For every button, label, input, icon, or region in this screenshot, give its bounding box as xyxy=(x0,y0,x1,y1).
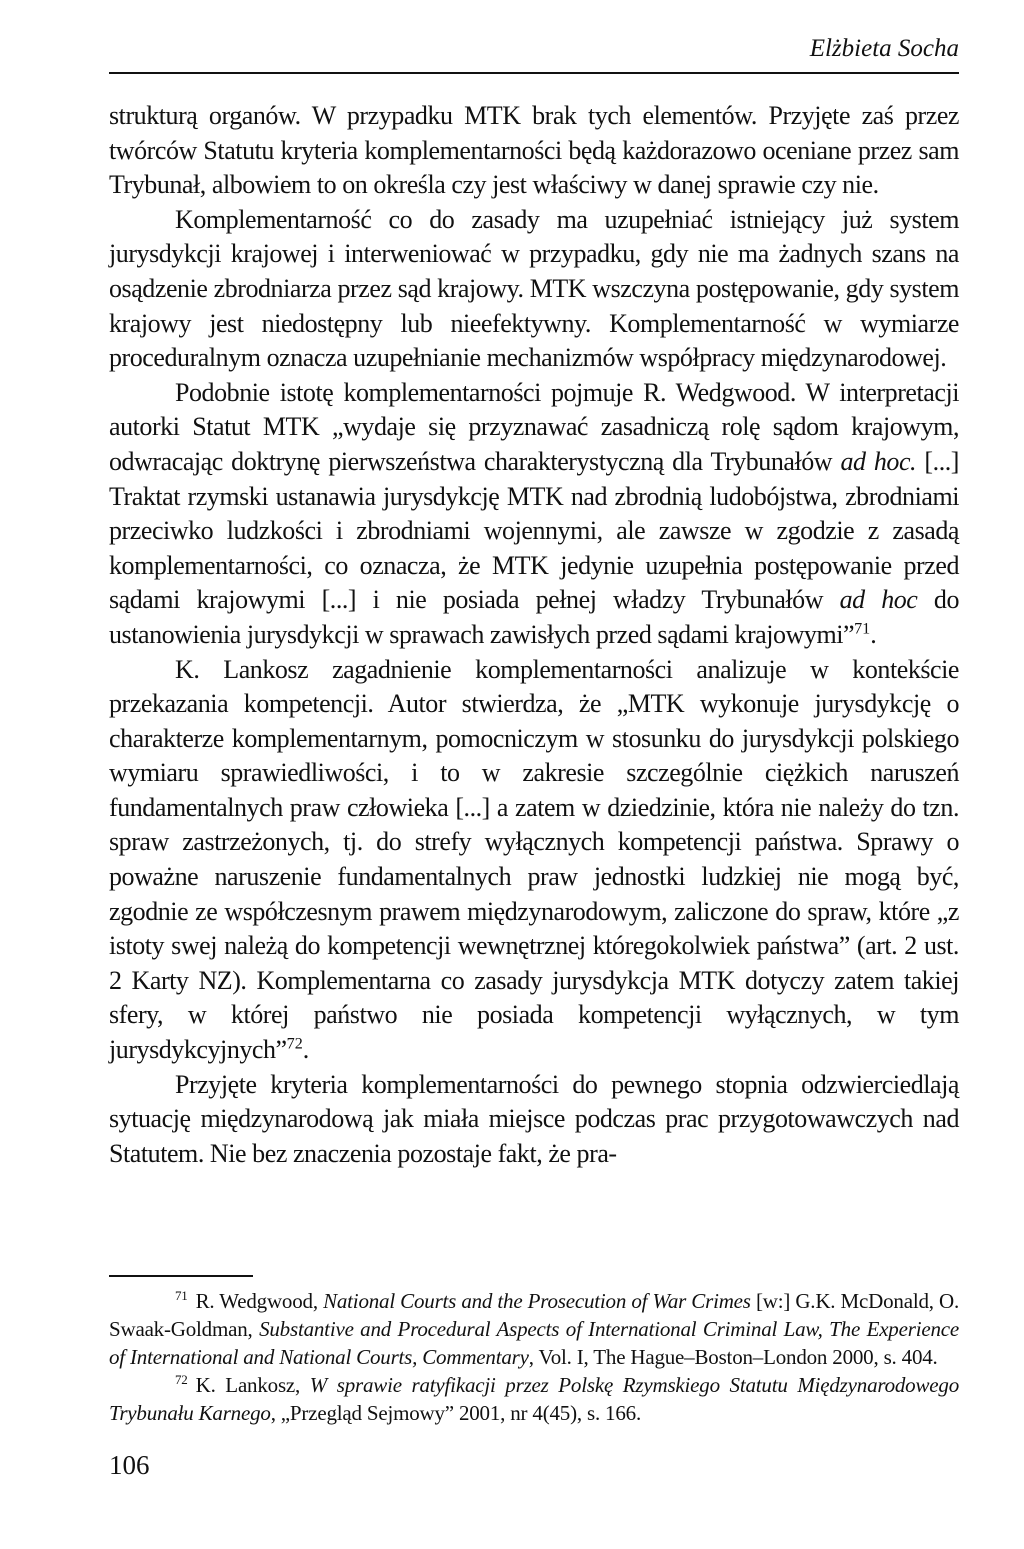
footnote-72 xyxy=(109,1371,959,1427)
paragraph-3-text-a: Podobnie istotę komplementarności pojmuje R. Wedgwood. W interpretacji autorki Statut MTK „wydaje się przyznawać zasadniczą rolę sądom krajowym, odwracając doktrynę pierwszeństwa charakterystyczną dla Trybunałów xyxy=(109,377,959,476)
footnote-number-72: 72 xyxy=(175,1372,188,1387)
paragraph-3-text-c: do ustanowienia jurysdykcji w sprawach zawisłych przed sądami krajowymi” xyxy=(109,585,960,649)
paragraph-4-end: . xyxy=(302,1035,309,1065)
footnote-71 xyxy=(109,1287,959,1371)
footnote-ref-71[interactable]: 71 xyxy=(854,620,871,638)
paragraph-4 xyxy=(109,653,959,1068)
paragraph-3-italic-b: ad hoc xyxy=(839,585,918,615)
running-head: Elżbieta Socha xyxy=(809,35,959,62)
paragraph-3 xyxy=(109,376,959,653)
page-number: 106 xyxy=(109,1450,150,1480)
footnote-71-text-b: [w:] G.K. McDonald, O. Swaak-Goldman, xyxy=(109,1289,960,1341)
footnote-71-title-2: Substantive and Procedural Aspects of International Criminal Law, The Experience of International and National Courts, Commentary xyxy=(109,1317,960,1369)
paragraph-3-end: . xyxy=(870,619,877,649)
footnote-rule xyxy=(109,1275,253,1277)
paragraph-2: Komplementarność co do zasady ma uzupełniać istniejący już system jurysdykcji krajowej i interweniować w przypadku, gdy nie ma żadnych szans na osądzenie zbrodniarza przez sąd krajowy. MTK wszczyna postępowanie, gdy system krajowy jest niedostępny lub nieefektywny. Komplementarność w wymiarze proceduralnym oznacza uzupełnianie mechanizmów współpracy międzynarodowej. xyxy=(109,204,959,373)
footnote-ref-72[interactable]: 72 xyxy=(286,1035,303,1053)
header-rule xyxy=(109,72,959,74)
footnote-number-71: 71 xyxy=(175,1288,188,1303)
footnotes xyxy=(109,1287,959,1427)
paragraph-4-text: K. Lankosz zagadnienie komplementarności analizuje w kontekście przekazania kompetencji. Autor stwierdza, że „MTK wykonuje jurysdykcję o charakterze komplementarnym, pomocniczym w stosunku do jurysdykcji polskiego wymiaru sprawiedliwości, i to w zakresie szczególnie ciężkich naruszeń fundamentalnych praw człowieka [...] a zatem w dziedzinie, która nie należy do tzn. spraw zastrzeżonych, tj. do strefy wyłącznych kompetencji państwa. Sprawy o poważne naruszenie fundamentalnych praw jednostki ludzkiej nie mogą być, zgodnie ze współczesnym prawem międzynarodowym, zaliczone do spraw, które „z istoty swej należą do kompetencji wewnętrznej któregokolwiek państwa” (art. 2 ust. 2 Karty NZ). Komplementarna co zasady jurysdykcja MTK dotyczy zatem takiej sfery, w której państwo nie posiada kompetencji wyłącznych, w tym jurysdykcyjnych” xyxy=(109,654,959,1065)
footnote-72-text-a: K. Lankosz, xyxy=(195,1373,310,1397)
body-text xyxy=(109,99,959,1171)
footnote-72-text-b: , „Przegląd Sejmowy” 2001, nr 4(45), s. 166. xyxy=(270,1401,642,1425)
paragraph-5: Przyjęte kryteria komplementarności do pewnego stopnia odzwierciedlają sytuację międzynarodową jak miała miejsce podczas prac przygotowawczych nad Statutem. Nie bez znaczenia pozostaje fakt, że pra- xyxy=(109,1069,959,1168)
footnote-71-text-a: R. Wedgwood, xyxy=(195,1289,324,1313)
paragraph-3-text-b: [...] Traktat rzymski ustanawia jurysdykcję MTK nad zbrodnią ludobójstwa, zbrodniami przeciwko ludzkości i zbrodniami wojennymi, ale zawsze w zgodzie z zasadą komplementarności, co oznacza, że MTK jedynie uzupełnia postępowanie przed sądami krajowymi [...] i nie posiada pełnej władzy Trybunałów xyxy=(109,446,959,615)
footnote-71-text-c: , Vol. I, The Hague–Boston–London 2000, s. 404. xyxy=(528,1345,938,1369)
footnote-71-title-1: National Courts and the Prosecution of War Crimes xyxy=(323,1289,751,1313)
paragraph-1: strukturą organów. W przypadku MTK brak tych elementów. Przyjęte zaś przez twórców Statutu kryteria komplementarności będą każdorazowo oceniane przez sam Trybunał, albowiem to on określa czy jest właściwy w danej sprawie czy nie. xyxy=(109,101,959,200)
footnote-72-title: W sprawie ratyfikacji przez Polskę Rzymskiego Statutu Międzynarodowego Trybunału Karnego xyxy=(109,1373,959,1425)
paragraph-3-italic-a: ad hoc. xyxy=(840,446,917,476)
